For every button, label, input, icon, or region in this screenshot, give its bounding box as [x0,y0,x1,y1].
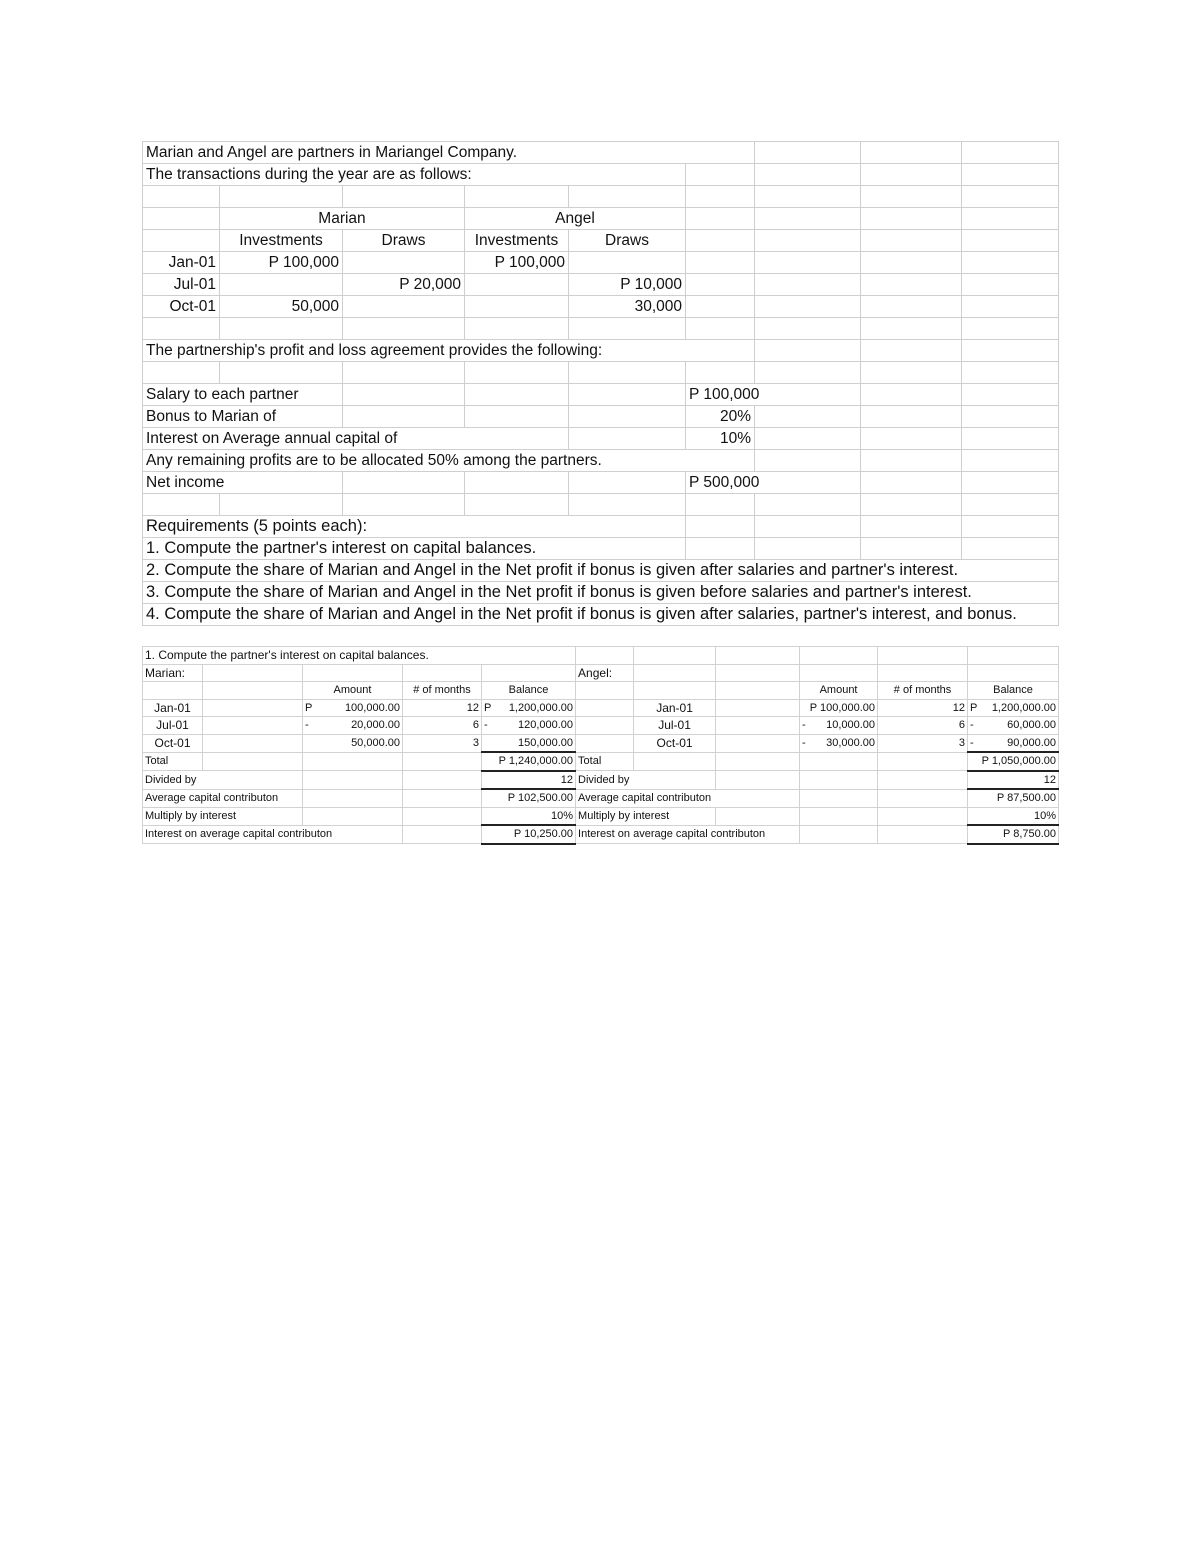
requirement-item: 3. Compute the share of Marian and Angel in the Net profit if bonus is given before salaries and partner's interest. [143,582,1059,604]
transaction-date: Oct-01 [143,296,220,318]
marian-divided-value: 12 [482,771,576,790]
angel-investments-header: Investments [465,230,569,252]
marian-investments-header: Investments [220,230,343,252]
marian-row-balance: 150,000.00 [517,736,574,749]
angel-multiply-label: Multiply by interest [576,807,716,825]
angel-row-date: Jan-01 [634,699,716,717]
angel-amount-header: Amount [800,682,878,700]
marian-draw [343,296,465,318]
angel-row-amount: 30,000.00 [826,737,876,749]
angel-average-value: P 87,500.00 [968,789,1059,807]
angel-row-amount: P 100,000.00 [809,701,876,714]
angel-row-date: Oct-01 [634,734,716,752]
angel-average-label: Average capital contributon [576,789,800,807]
angel-draw: 30,000 [569,296,686,318]
marian-row-balance-sign: P [484,701,492,714]
angel-row-sign: - [802,719,806,732]
angel-total-value: P 1,050,000.00 [968,752,1059,771]
interest-label: Interest on Average annual capital of [143,428,569,450]
table-row [143,699,1059,717]
marian-row-date: Oct-01 [143,734,203,752]
angel-interest-label: Interest on average capital contributon [576,825,800,844]
angel-row-balance: 1,200,000.00 [991,701,1057,714]
marian-row-sign: P [305,701,313,714]
marian-balance-header: Balance [482,682,576,700]
marian-months-header: # of months [403,682,482,700]
marian-total-value: P 1,240,000.00 [482,752,576,771]
requirement-item: 2. Compute the share of Marian and Angel in the Net profit if bonus is given after salaries and partner's interest. [143,560,1059,582]
angel-balance-header: Balance [968,682,1059,700]
marian-draws-header: Draws [343,230,465,252]
angel-row-sign: - [802,737,806,749]
marian-row-amount: 100,000.00 [344,701,400,714]
marian-divided-label: Divided by [143,771,303,790]
marian-multiply-label: Multiply by interest [143,807,303,825]
intro-line-1: Marian and Angel are partners in Mariangel Company. [143,142,686,164]
marian-row-amount: 20,000.00 [351,719,400,732]
transaction-date: Jan-01 [143,252,220,274]
marian-row-date: Jul-01 [143,717,203,735]
marian-row-amount: 50,000.00 [351,737,400,749]
transaction-row [143,274,1059,296]
problem-grid [142,141,1059,626]
marian-row-months: 3 [403,734,482,752]
solution-spreadsheet [142,646,1058,845]
transaction-date: Jul-01 [143,274,220,296]
angel-row-months: 3 [878,734,968,752]
net-income-value: P 500,000 [686,472,861,494]
requirement-item: 1. Compute the partner's interest on capital balances. [143,538,686,560]
solution-grid [142,646,1059,845]
angel-row-amount: 10,000.00 [826,719,876,732]
marian-header: Marian [220,208,465,230]
transaction-row [143,296,1059,318]
intro-line-2: The transactions during the year are as follows: [143,164,686,186]
marian-draw: P 20,000 [343,274,465,296]
angel-investment [465,274,569,296]
angel-label: Angel: [576,664,634,682]
marian-average-label: Average capital contributon [143,789,303,807]
angel-row-months: 6 [878,717,968,735]
marian-interest-value: P 10,250.00 [482,825,576,844]
table-row [143,717,1059,735]
angel-total-label: Total [576,752,634,771]
problem-spreadsheet [142,141,1058,626]
angel-draws-header: Draws [569,230,686,252]
solution-title: 1. Compute the partner's interest on capital balances. [143,647,576,665]
angel-investment [465,296,569,318]
requirement-item: 4. Compute the share of Marian and Angel in the Net profit if bonus is given after salaries, partner's interest, and bonus. [143,604,1059,626]
marian-row-sign: - [305,719,309,732]
angel-draw: P 10,000 [569,274,686,296]
angel-row-balance-sign: - [970,736,974,749]
marian-row-date: Jan-01 [143,699,203,717]
marian-average-value: P 102,500.00 [482,789,576,807]
angel-multiply-value: 10% [968,807,1059,825]
marian-row-balance: 120,000.00 [517,719,574,732]
salary-value: P 100,000 [686,384,861,406]
angel-investment: P 100,000 [465,252,569,274]
angel-divided-label: Divided by [576,771,716,790]
transaction-row [143,252,1059,274]
angel-row-months: 12 [878,699,968,717]
angel-divided-value: 12 [968,771,1059,790]
angel-draw [569,252,686,274]
marian-multiply-value: 10% [482,807,576,825]
marian-investment: P 100,000 [220,252,343,274]
angel-row-balance: 90,000.00 [1007,736,1057,749]
marian-row-balance: 1,200,000.00 [508,701,574,714]
marian-row-months: 12 [403,699,482,717]
angel-interest-value: P 8,750.00 [968,825,1059,844]
angel-months-header: # of months [878,682,968,700]
marian-label: Marian: [143,664,203,682]
table-row [143,734,1059,752]
angel-row-balance-sign: - [970,719,974,732]
marian-investment [220,274,343,296]
marian-draw [343,252,465,274]
marian-investment: 50,000 [220,296,343,318]
salary-label: Salary to each partner [143,384,343,406]
marian-total-label: Total [143,752,203,771]
angel-row-balance: 60,000.00 [1007,719,1057,732]
angel-header: Angel [465,208,686,230]
interest-value: 10% [686,428,755,450]
requirements-heading: Requirements (5 points each): [143,516,686,538]
angel-row-date: Jul-01 [634,717,716,735]
marian-amount-header: Amount [303,682,403,700]
marian-row-balance-sign: - [484,719,488,732]
bonus-label: Bonus to Marian of [143,406,343,428]
marian-interest-label: Interest on average capital contributon [143,825,403,844]
agreement-heading: The partnership's profit and loss agreement provides the following: [143,340,755,362]
marian-row-months: 6 [403,717,482,735]
bonus-value: 20% [686,406,755,428]
net-income-label: Net income [143,472,343,494]
remaining-profits-label: Any remaining profits are to be allocated 50% among the partners. [143,450,755,472]
angel-row-balance-sign: P [970,701,978,714]
